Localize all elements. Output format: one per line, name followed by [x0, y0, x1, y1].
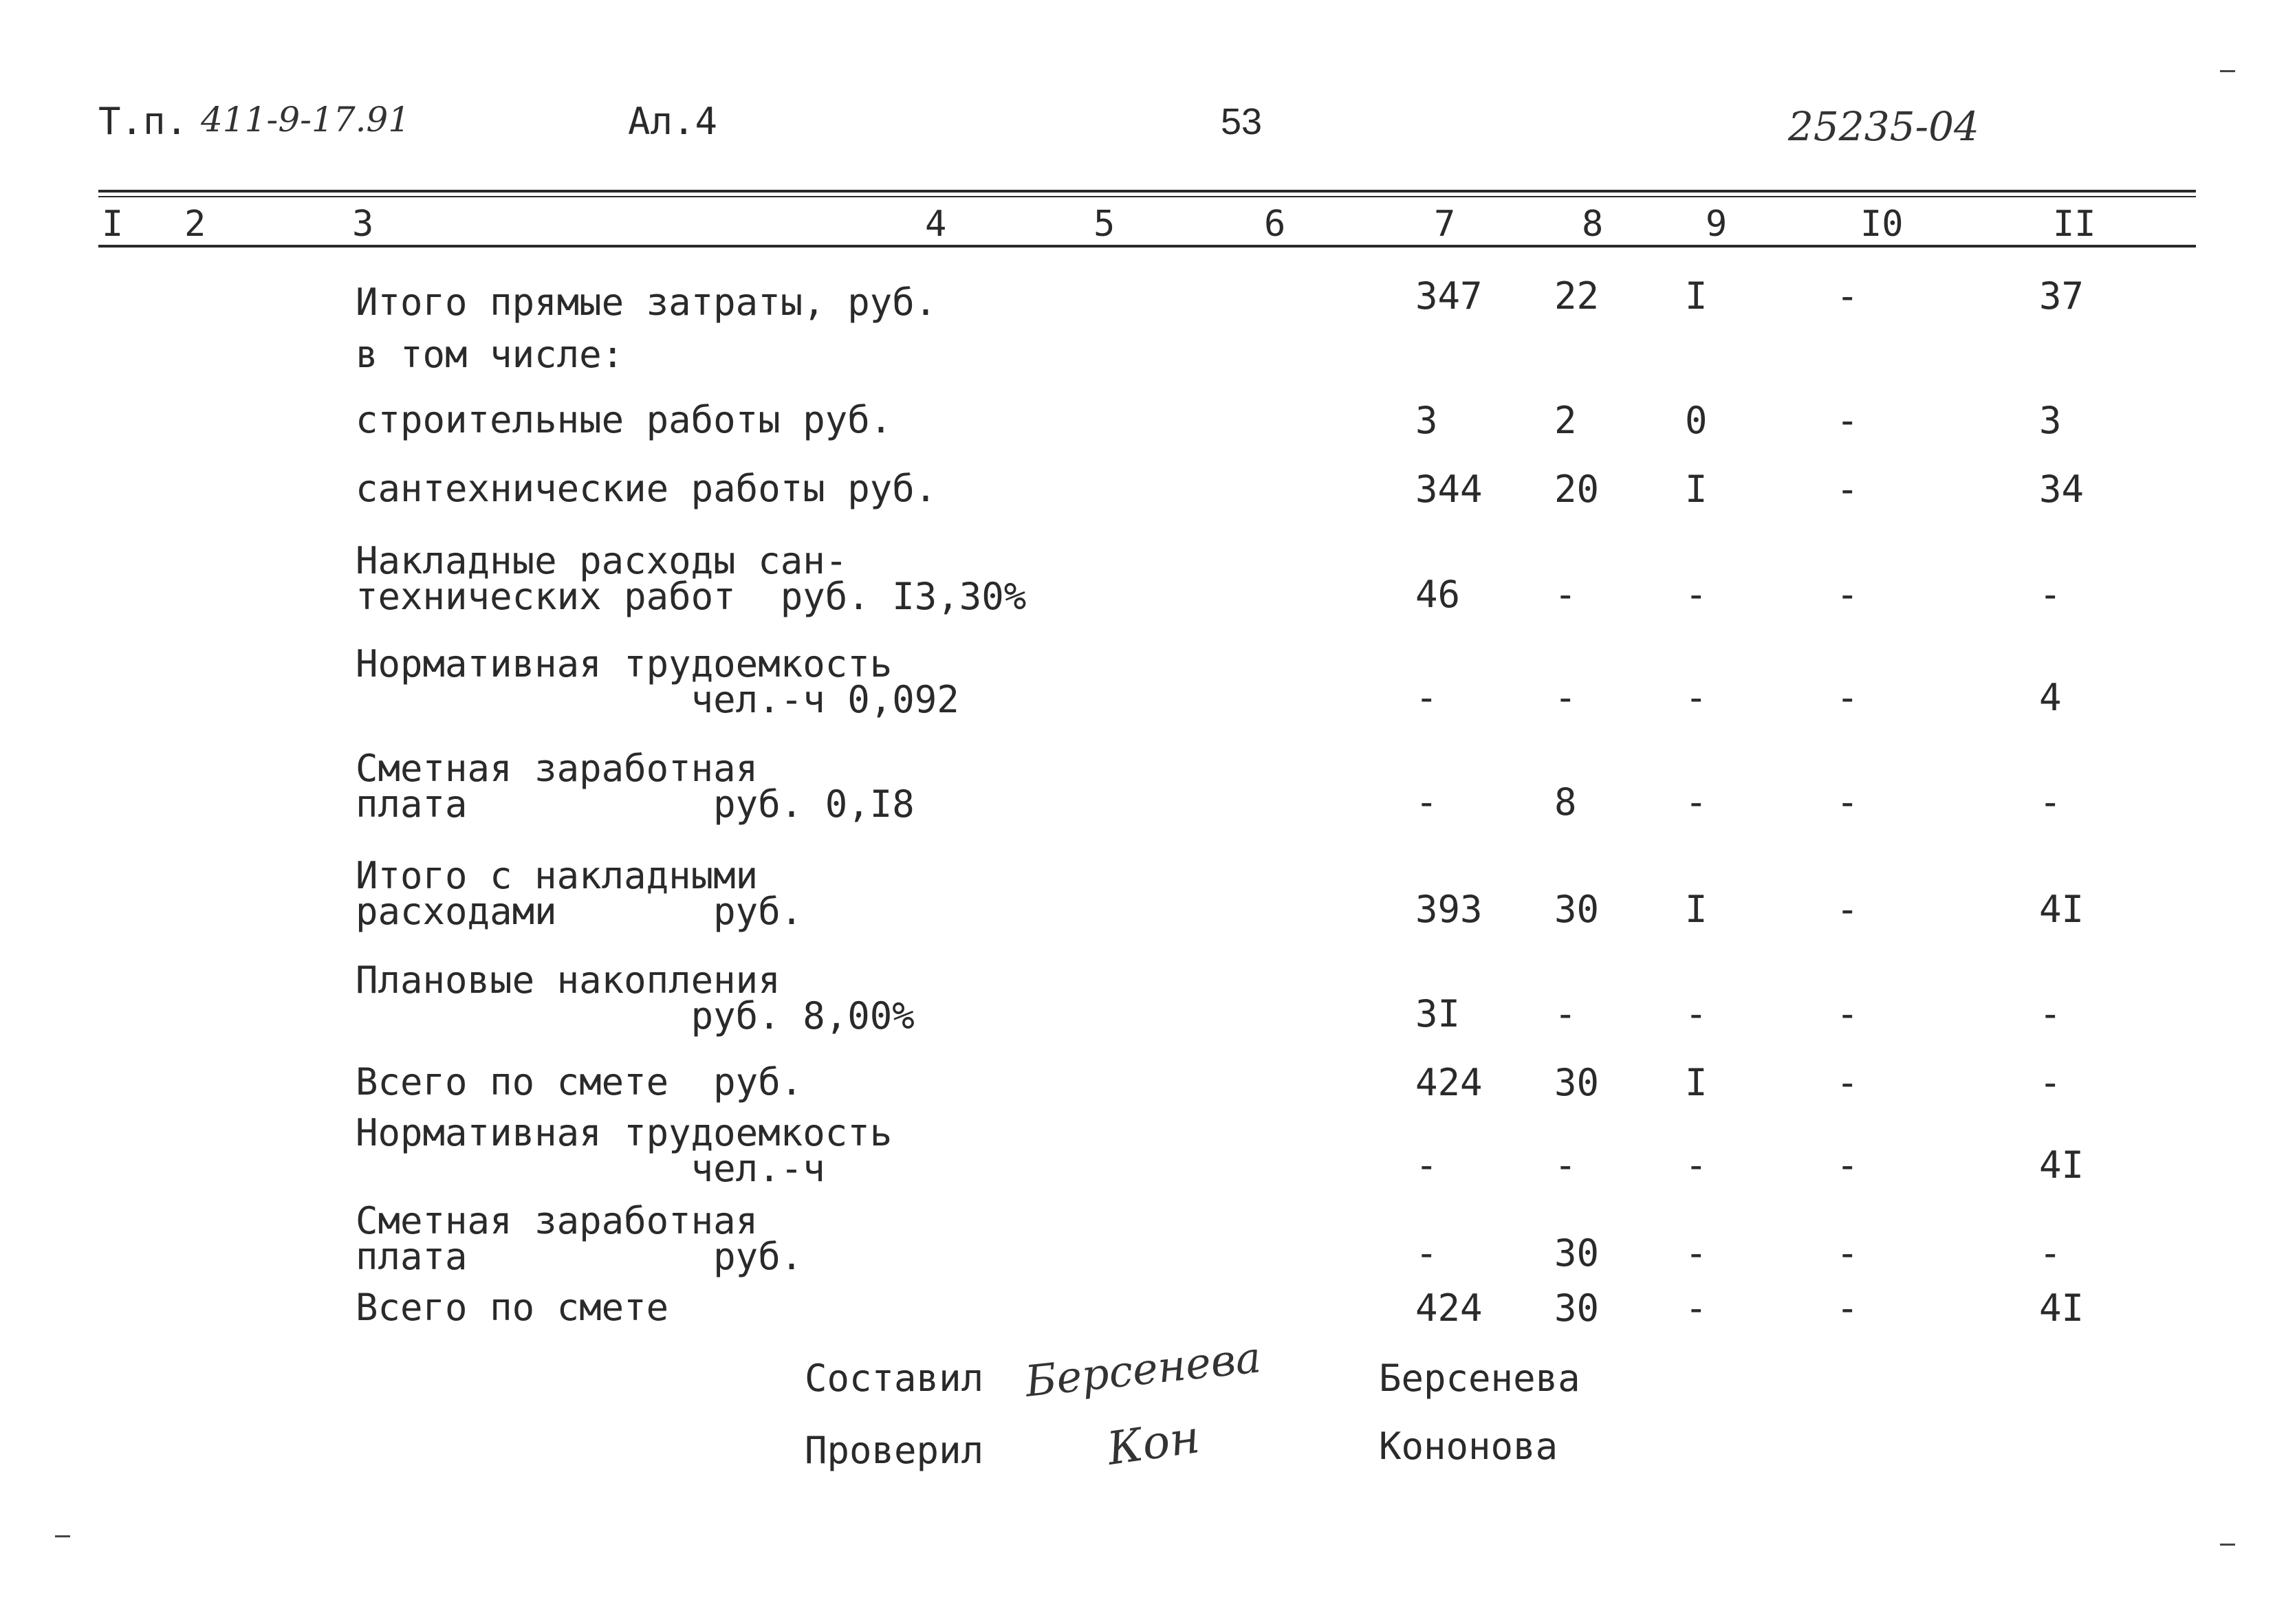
col8-value: 2	[1554, 399, 1577, 442]
document-code: 25235-04	[1788, 103, 1979, 150]
col7-value: 347	[1415, 274, 1483, 318]
col10-value: -	[1836, 992, 1859, 1035]
col10-value: -	[1836, 1231, 1859, 1275]
column-number-11: II	[2053, 204, 2096, 245]
col9-value: 0	[1685, 399, 1708, 442]
col9-value: -	[1685, 573, 1708, 616]
col7-value: 424	[1415, 1061, 1483, 1104]
scan-mark	[2220, 70, 2235, 72]
header-bottom-rule	[98, 245, 2196, 248]
compiled-label: Составил	[805, 1357, 984, 1400]
row-label: строительные работы руб.	[356, 398, 893, 441]
col8-value: 30	[1554, 888, 1600, 931]
col11-value: 3	[2039, 399, 2062, 442]
col10-value: -	[1836, 1286, 1859, 1330]
row-label: Всего по смете руб.	[356, 1060, 803, 1104]
col10-value: -	[1836, 1061, 1859, 1104]
page-number: 53	[1221, 101, 1263, 142]
header-top-rule	[98, 190, 2196, 193]
row-label: Накладные расходы сан- технических работ руб. I3,30%	[356, 539, 1027, 618]
row-label: Сметная заработная плата руб. 0,I8	[356, 747, 915, 826]
row-label: Сметная заработная плата руб.	[356, 1199, 803, 1278]
compiled-name: Берсенева	[1379, 1357, 1580, 1400]
col11-value: -	[2039, 1061, 2062, 1104]
col9-value: -	[1685, 992, 1708, 1035]
column-number-4: 4	[925, 204, 947, 245]
row-label: Итого прямые затраты, руб. в том числе:	[356, 281, 937, 376]
col9-value: I	[1685, 274, 1708, 318]
col9-value: -	[1685, 780, 1708, 824]
row-label: Плановые накопления руб. 8,00%	[356, 958, 915, 1038]
col8-value: 8	[1554, 780, 1577, 824]
col11-value: -	[2039, 1231, 2062, 1275]
col9-value: I	[1685, 1061, 1708, 1104]
column-number-5: 5	[1093, 204, 1115, 245]
col9-value: -	[1685, 676, 1708, 719]
col11-value: -	[2039, 992, 2062, 1035]
col7-value: 344	[1415, 468, 1483, 511]
col10-value: -	[1836, 573, 1859, 616]
col11-value: 4	[2039, 676, 2062, 719]
col9-value: I	[1685, 888, 1708, 931]
col7-value: -	[1415, 1143, 1438, 1187]
col8-value: -	[1554, 573, 1577, 616]
column-number-3: 3	[352, 204, 374, 245]
col11-value: 34	[2039, 468, 2084, 511]
compiled-signature: Берсенева	[1023, 1332, 1263, 1407]
col11-value: 4I	[2039, 1143, 2084, 1187]
col8-value: -	[1554, 676, 1577, 719]
col7-value: 3I	[1415, 992, 1461, 1035]
col11-value: -	[2039, 780, 2062, 824]
col7-value: 424	[1415, 1286, 1483, 1330]
col10-value: -	[1836, 780, 1859, 824]
col11-value: 4I	[2039, 1286, 2084, 1330]
col11-value: 37	[2039, 274, 2084, 318]
row-label: Всего по смете	[356, 1286, 669, 1329]
col10-value: -	[1836, 274, 1859, 318]
col8-value: -	[1554, 992, 1577, 1035]
col10-value: -	[1836, 1143, 1859, 1187]
col8-value: 20	[1554, 468, 1600, 511]
col11-value: -	[2039, 573, 2062, 616]
col7-value: -	[1415, 676, 1438, 719]
album-label: Ал.4	[628, 100, 718, 143]
header-top-rule-2	[98, 196, 2196, 197]
checked-name: Кононова	[1379, 1425, 1558, 1468]
col8-value: 30	[1554, 1231, 1600, 1275]
col7-value: 46	[1415, 573, 1461, 616]
col7-value: -	[1415, 1231, 1438, 1275]
col10-value: -	[1836, 399, 1859, 442]
column-number-1: I	[102, 204, 124, 245]
checked-label: Проверил	[805, 1429, 984, 1472]
col8-value: 30	[1554, 1061, 1600, 1104]
row-label: Нормативная трудоемкость чел.-ч	[356, 1111, 893, 1190]
tp-prefix: Т.п.	[98, 100, 188, 143]
col7-value: 393	[1415, 888, 1483, 931]
col8-value: 30	[1554, 1286, 1600, 1330]
col9-value: -	[1685, 1143, 1708, 1187]
col9-value: -	[1685, 1286, 1708, 1330]
scan-mark	[2220, 1544, 2235, 1546]
col9-value: -	[1685, 1231, 1708, 1275]
column-number-8: 8	[1582, 204, 1604, 245]
col11-value: 4I	[2039, 888, 2084, 931]
column-number-6: 6	[1264, 204, 1286, 245]
row-label: Итого с накладными расходами руб.	[356, 854, 803, 933]
scan-mark	[55, 1535, 70, 1537]
col10-value: -	[1836, 468, 1859, 511]
col9-value: I	[1685, 468, 1708, 511]
col8-value: -	[1554, 1143, 1577, 1187]
column-number-2: 2	[184, 204, 206, 245]
column-number-7: 7	[1434, 204, 1456, 245]
col10-value: -	[1836, 888, 1859, 931]
row-label: Нормативная трудоемкость чел.-ч 0,092	[356, 642, 959, 721]
col7-value: 3	[1415, 399, 1438, 442]
row-label: сантехнические работы руб.	[356, 467, 937, 510]
checked-signature: Кон	[1104, 1410, 1204, 1475]
col7-value: -	[1415, 780, 1438, 824]
column-number-10: I0	[1860, 204, 1904, 245]
col8-value: 22	[1554, 274, 1600, 318]
col10-value: -	[1836, 676, 1859, 719]
tp-number: 411-9-17.91	[201, 100, 411, 140]
column-number-9: 9	[1706, 204, 1728, 245]
